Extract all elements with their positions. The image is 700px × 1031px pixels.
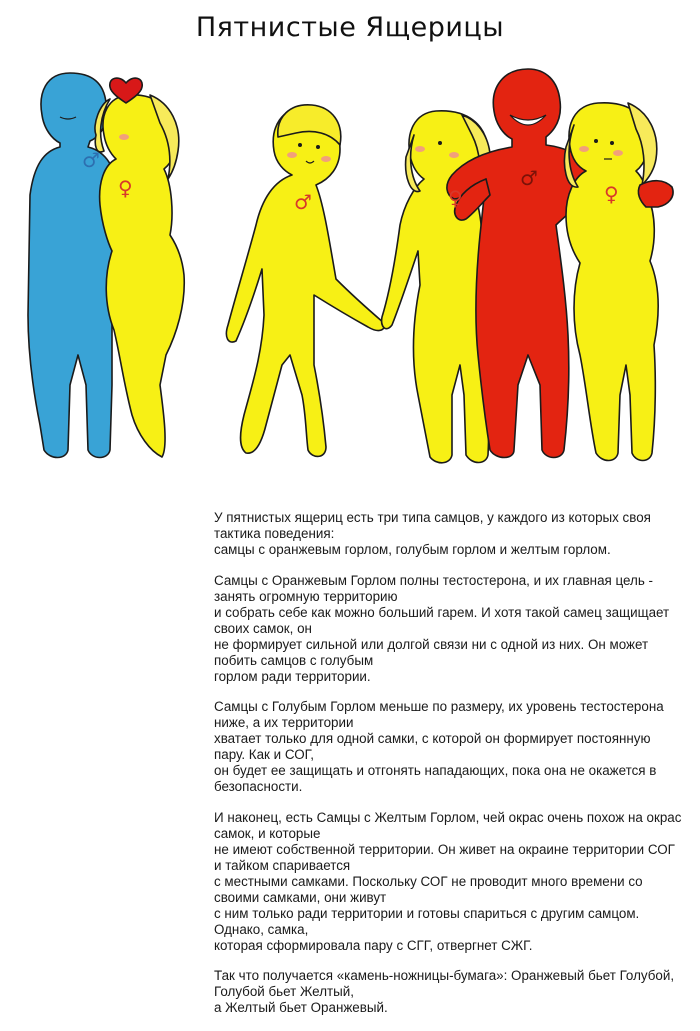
paragraph-yellow-throat: И наконец, есть Самцы с Желтым Горлом, чей окрас очень похож на окрас самок, и которые не имеют собственной территории. Он живет на окраине территории СОГ и тайком спаривается с местными самками. Поскольку СОГ не проводит много времени со своими самками, они живут с ним только ради территории и готовы спариться с другим самцом. Однако, самка, которая сформировала пару с СГГ, отвергнет СЖГ. [214, 809, 682, 953]
paragraph-intro: У пятнистых ящериц есть три типа самцов, у каждого из которых своя тактика поведения: самцы с оранжевым горлом, голубым горлом и желтым горлом. [214, 510, 651, 557]
female-symbol-right: ♀ [604, 182, 619, 206]
lizard-people-illustration [0, 55, 700, 500]
male-symbol-blue: ♂ [82, 148, 100, 172]
paragraph-blue-throat: Самцы с Голубым Горлом меньше по размеру, их уровень тестостерона ниже, а их территории хватает только для одной самки, с которой он формирует постоянную пару. Как и СОГ, он будет ее защищать и отгонять нападающих, пока она не окажется в безопасности. [214, 699, 664, 794]
paragraph-conclusion: Так что получается «камень-ножницы-бумага»: Оранжевый бьет Голубой, Голубой бьет Желтый, а Желтый бьет Оранжевый. [214, 968, 675, 1015]
paragraph-orange-throat: Самцы с Оранжевым Горлом полны тестостерона, и их главная цель - занять огромную территорию и собрать себе как можно больший гарем. И хотя такой самец защищает своих самок, он не формирует сильной или долгой связи ни с одной из них. Он может побить самцов с голубым горлом ради территории. [214, 572, 670, 684]
male-symbol-red: ♂ [520, 166, 538, 190]
female-symbol-left: ♀ [118, 176, 133, 200]
page-title: Пятнистые Ящерицы [195, 12, 505, 43]
yellow-throated-male-figure [226, 105, 384, 457]
female-symbol-middle: ♀ [448, 186, 463, 210]
male-symbol-yellow: ♂ [294, 190, 312, 214]
yellow-female-right-figure [565, 103, 674, 461]
description-text [214, 510, 684, 1031]
